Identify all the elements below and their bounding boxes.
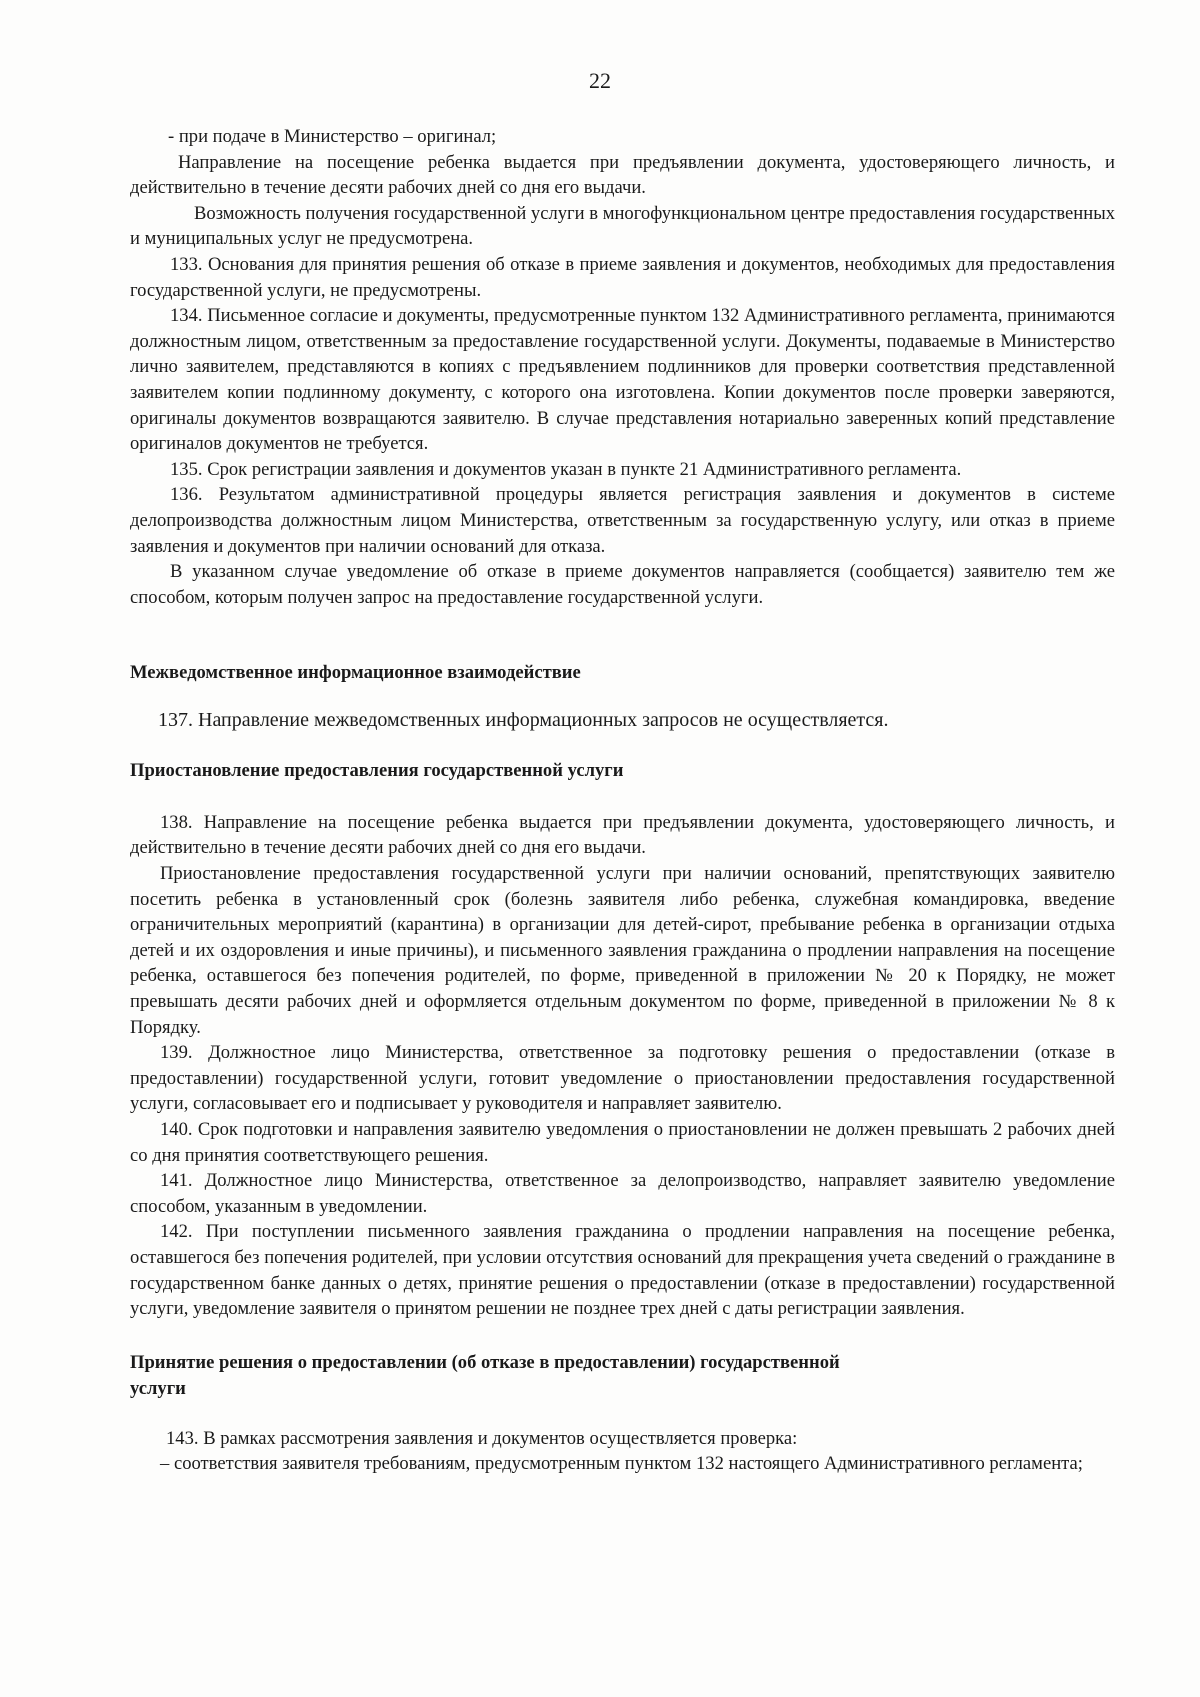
heading-decision-line-2: услуги bbox=[130, 1377, 186, 1399]
page-number: 22 bbox=[589, 68, 611, 93]
paragraph-137: 137. Направление межведомственных информационных запросов не осуществляется. bbox=[158, 709, 889, 732]
paragraph-133: 133. Основания для принятия решения об отказе в приеме заявления и документов, необходимых для предоставления государственной услуги, не предусмотрены. bbox=[130, 253, 1115, 301]
paragraph-134: 134. Письменное согласие и документы, предусмотренные пунктом 132 Административного регламента, принимаются должностным лицом, ответственным за предоставление государственной услуги. Документы, подаваемые в Министерство лично заявителем, представляются в копиях с предъявлением подлинников для проверки соответствия представленной заявителем копии подлинному документу, с которого она изготовлена. Копии документов после проверки заверяются, оригиналы документов возвращаются заявителю. В случае представления нотариально заверенных копий представление оригиналов документов не требуется. bbox=[130, 305, 1115, 455]
heading-decision-line-1: Принятие решения о предоставлении (об отказе в предоставлении) государственной bbox=[130, 1351, 840, 1373]
heading-service-suspension: Приостановление предоставления государственной услуги bbox=[130, 759, 624, 781]
paragraph-135: 135. Срок регистрации заявления и документов указан в пункте 21 Административного регламента. bbox=[170, 458, 962, 480]
paragraph-140: 140. Срок подготовки и направления заявителю уведомления о приостановлении не должен превышать 2 рабочих дней со дня принятия соответствующего решения. bbox=[130, 1119, 1115, 1166]
paragraph-original-submission: - при подаче в Министерство – оригинал; bbox=[168, 126, 497, 147]
paragraph-suspension-grounds: Приостановление предоставления государственной услуги при наличии оснований, препятствующих заявителю посетить ребенка в установленный срок (болезнь заявителя либо ребенка, служебная командировка, введение ограничительных мероприятий (карантина) в организации для детей-сирот, пребывание ребенка в организации отдыха детей и их оздоровления и иные причины), и письменного заявления гражданина о продлении направления на посещение ребенка, оставшегося без попечения родителей, по форме, приведенной в приложении № 20 к Порядку, не может превышать десяти рабочих дней и оформляется отдельным документом по форме, приведенной в приложении № 8 к Порядку. bbox=[130, 863, 1115, 1038]
paragraph-143-item-1: – соответствия заявителя требованиям, предусмотренным пунктом 132 настоящего Административного регламента; bbox=[160, 1453, 1083, 1475]
paragraph-142: 142. При поступлении письменного заявления гражданина о продлении направления на посещение ребенка, оставшегося без попечения родителей, при условии отсутствия оснований для прекращения учета сведений о гражданине в государственном банке данных о детях, принятие решения о предоставлении (отказе в предоставлении) государственной услуги, уведомление заявителя о принятом решении не позднее трех дней с даты регистрации заявления. bbox=[130, 1221, 1115, 1320]
paragraph-139: 139. Должностное лицо Министерства, ответственное за подготовку решения о предоставлении (отказе в предоставлении) государственной услуги, готовит уведомление о приостановлении предоставления государственной услуги, согласовывает его и подписывает у руководителя и направляет заявителю. bbox=[130, 1042, 1115, 1115]
heading-interagency-interaction: Межведомственное информационное взаимодействие bbox=[130, 662, 581, 684]
paragraph-refusal-notice: В указанном случае уведомление об отказе в приеме документов направляется (сообщается) заявителю тем же способом, которым получен запрос на предоставление государственной услуги. bbox=[130, 561, 1115, 608]
paragraph-143: 143. В рамках рассмотрения заявления и документов осуществляется проверка: bbox=[166, 1427, 798, 1449]
paragraph-141: 141. Должностное лицо Министерства, ответственное за делопроизводство, направляет заявителю уведомление способом, указанным в уведомлении. bbox=[130, 1170, 1115, 1217]
paragraph-138: 138. Направление на посещение ребенка выдается при предъявлении документа, удостоверяющего личность, и действительно в течение десяти рабочих дней со дня его выдачи. bbox=[130, 811, 1115, 859]
paragraph-visit-referral: Направление на посещение ребенка выдается при предъявлении документа, удостоверяющего личность, и действительно в течение десяти рабочих дней со дня его выдачи. bbox=[130, 151, 1115, 199]
paragraph-136: 136. Результатом административной процедуры является регистрация заявления и документов в системе делопроизводства должностным лицом Министерства, ответственным за государственную услугу, или отказ в приеме заявления и документов при наличии оснований для отказа. bbox=[130, 484, 1115, 557]
paragraph-mfc-availability: Возможность получения государственной услуги в многофункциональном центре предоставления государственных и муниципальных услуг не предусмотрена. bbox=[130, 202, 1115, 250]
document-body bbox=[130, 124, 1115, 1477]
